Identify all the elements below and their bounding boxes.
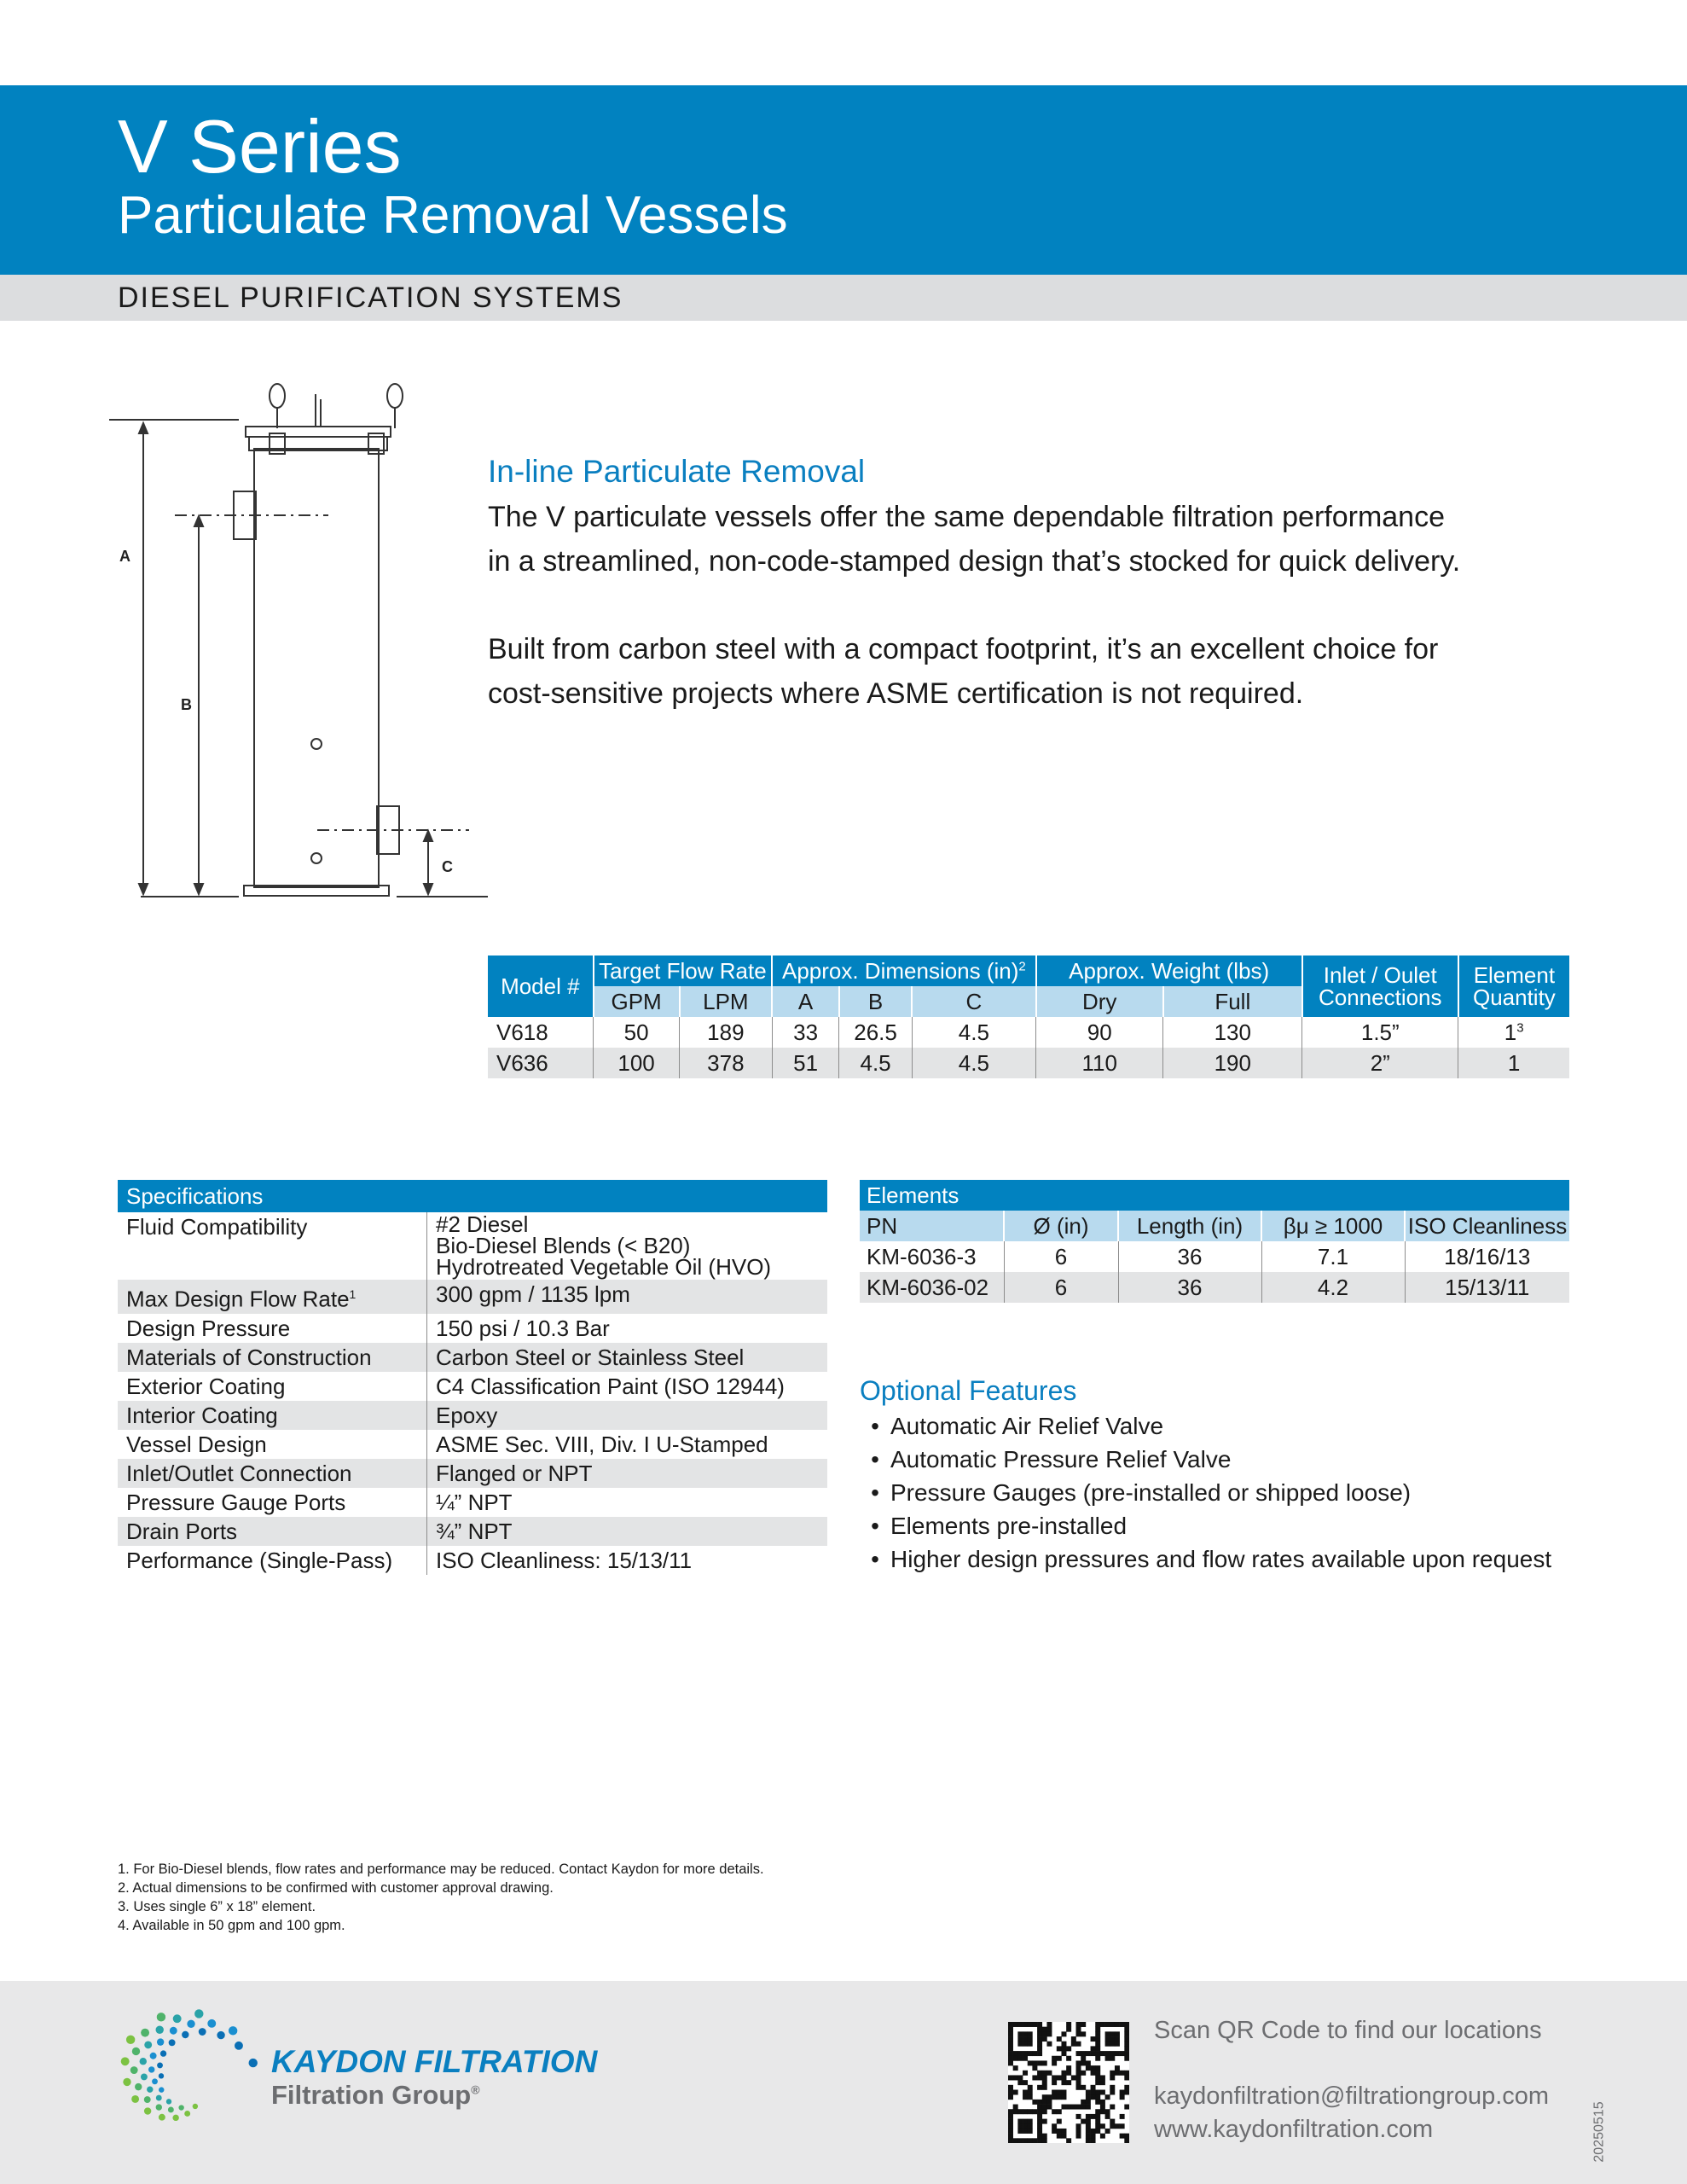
sub-lpm: LPM <box>680 986 773 1017</box>
qr-code-icon[interactable] <box>1008 2022 1129 2143</box>
intro-paragraph-2 <box>488 627 1562 716</box>
list-item: • Automatic Air Relief Valve <box>860 1409 1551 1443</box>
category-label: DIESEL PURIFICATION SYSTEMS <box>118 282 623 314</box>
brand-name: KAYDON FILTRATION <box>271 2044 598 2079</box>
page-title: V Series <box>118 104 402 189</box>
specifications-heading: Specifications <box>126 1183 264 1209</box>
dim-b-label: B <box>181 696 192 713</box>
website-link[interactable]: www.kaydonfiltration.com <box>1154 2116 1434 2143</box>
sub-b: B <box>839 986 912 1017</box>
col-dimensions: Approx. Dimensions (in)$^2$ <box>772 956 1035 986</box>
list-item: • Pressure Gauges (pre-installed or shipped loose) <box>860 1476 1551 1509</box>
table-row: Drain Ports ¾” NPT <box>118 1517 827 1546</box>
col-flow: Target Flow Rate <box>594 956 773 986</box>
brand-group: Filtration Group® <box>271 2080 480 2110</box>
intro-heading: In-line Particulate Removal <box>488 454 866 489</box>
list-item: • Automatic Pressure Relief Valve <box>860 1443 1551 1476</box>
document-code: 20250515 <box>1591 2101 1607 2163</box>
table-row: V618 50 189 33 26.5 4.5 90 130 1.5” $1^3$ <box>488 1017 1569 1048</box>
kaydon-logo-icon <box>111 2001 261 2164</box>
sub-dry: Dry <box>1036 986 1163 1017</box>
specifications-table <box>118 1180 827 1575</box>
table-row: Exterior Coating C4 Classification Paint (ISO 12944) <box>118 1372 827 1401</box>
models-table <box>488 956 1569 1078</box>
page-subtitle: Particulate Removal Vessels <box>118 186 788 245</box>
optional-features-list <box>860 1409 1551 1576</box>
models-header-row <box>488 956 1569 986</box>
intro-p1-line1: The V particulate vessels offer the same dependable filtration performance <box>488 501 1445 533</box>
col-weight: Approx. Weight (lbs) <box>1036 956 1302 986</box>
intro-p1-line2: in a streamlined, non-code-stamped design that’s stocked for quick delivery. <box>488 545 1461 578</box>
dim-a-label: A <box>119 548 130 565</box>
table-row: Performance (Single-Pass) ISO Cleanliness: 15/13/11 <box>118 1546 827 1575</box>
elements-header-row: PN Ø (in) Length (in) βμ ≥ 1000 ISO Cleanliness <box>860 1211 1569 1241</box>
intro-p2-line2: cost-sensitive projects where ASME certification is not required. <box>488 677 1304 710</box>
table-row: Materials of Construction Carbon Steel or Stainless Steel <box>118 1343 827 1372</box>
intro-paragraph-1 <box>488 495 1562 584</box>
col-connections: Inlet / Oulet Connections <box>1302 956 1458 1017</box>
footnote: 2. Actual dimensions to be confirmed with customer approval drawing. <box>118 1880 554 1896</box>
vessel-dimension-drawing <box>102 375 503 904</box>
table-row: KM-6036-02 6 36 4.2 15/13/11 <box>860 1272 1569 1303</box>
optional-features-heading: Optional Features <box>860 1375 1077 1406</box>
elements-heading: Elements <box>867 1182 959 1208</box>
col-element-qty: Element Quantity <box>1472 962 1556 1010</box>
table-row: Inlet/Outlet Connection Flanged or NPT <box>118 1459 827 1488</box>
sub-gpm: GPM <box>594 986 680 1017</box>
table-row: V636 100 378 51 4.5 4.5 110 190 2” 1 <box>488 1048 1569 1078</box>
table-row: Max Design Flow Rate$^1$ 300 gpm / 1135 lpm <box>118 1280 827 1314</box>
footnotes <box>118 1860 764 1935</box>
footnote: 3. Uses single 6” x 18” element. <box>118 1899 316 1914</box>
col-model: Model # <box>488 956 594 1017</box>
footnote: 4. Available in 50 gpm and 100 gpm. <box>118 1918 345 1933</box>
sub-a: A <box>772 986 839 1017</box>
intro-p2-line1: Built from carbon steel with a compact footprint, it’s an excellent choice for <box>488 633 1439 665</box>
scan-qr-text: Scan QR Code to find our locations <box>1154 2017 1542 2044</box>
footnote: 1. For Bio-Diesel blends, flow rates and performance may be reduced. Contact Kaydon for more details. <box>118 1862 764 1877</box>
list-item: • Elements pre-installed <box>860 1509 1551 1542</box>
table-row: Pressure Gauge Ports ¼” NPT <box>118 1488 827 1517</box>
list-item: • Higher design pressures and flow rates available upon request <box>860 1542 1551 1576</box>
sub-c: C <box>912 986 1035 1017</box>
dim-c-label: C <box>442 858 453 875</box>
table-row: Vessel Design ASME Sec. VIII, Div. I U-Stamped <box>118 1430 827 1459</box>
table-row: KM-6036-3 6 36 7.1 18/16/13 <box>860 1241 1569 1272</box>
sub-full: Full <box>1163 986 1302 1017</box>
table-row: Fluid Compatibility #2 Diesel Bio-Diesel Blends (< B20) Hydrotreated Vegetable Oil (HVO) <box>118 1212 827 1280</box>
elements-table <box>860 1180 1569 1303</box>
table-row: Design Pressure 150 psi / 10.3 Bar <box>118 1314 827 1343</box>
email-link[interactable]: kaydonfiltration@filtrationgroup.com <box>1154 2082 1550 2110</box>
table-row: Interior Coating Epoxy <box>118 1401 827 1430</box>
